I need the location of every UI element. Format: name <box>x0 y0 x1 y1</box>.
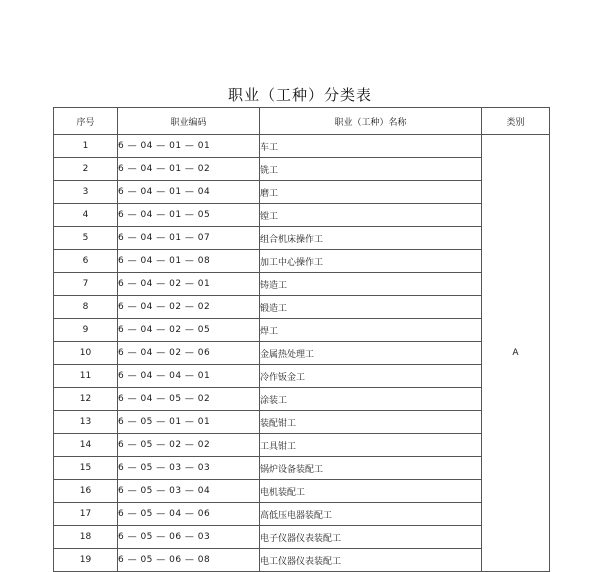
table-row <box>54 365 550 388</box>
row-code: 6 — 04 — 01 — 02 <box>118 158 260 181</box>
header-category: 类别 <box>482 108 550 135</box>
table-row <box>54 250 550 273</box>
row-occupation-name: 冷作钣金工 <box>260 365 482 388</box>
header-index: 序号 <box>54 108 118 135</box>
occupation-table <box>53 107 550 572</box>
table-row <box>54 526 550 549</box>
table-row <box>54 227 550 250</box>
row-index: 13 <box>54 411 118 434</box>
row-index: 4 <box>54 204 118 227</box>
row-occupation-name: 组合机床操作工 <box>260 227 482 250</box>
row-index: 10 <box>54 342 118 365</box>
table-header-row <box>54 108 550 135</box>
row-code: 6 — 05 — 06 — 08 <box>118 549 260 572</box>
row-code: 6 — 04 — 01 — 08 <box>118 250 260 273</box>
row-code: 6 — 04 — 02 — 02 <box>118 296 260 319</box>
table-row <box>54 480 550 503</box>
row-index: 5 <box>54 227 118 250</box>
row-code: 6 — 04 — 01 — 01 <box>118 135 260 158</box>
row-code: 6 — 04 — 02 — 05 <box>118 319 260 342</box>
table-row <box>54 342 550 365</box>
row-occupation-name: 镗工 <box>260 204 482 227</box>
row-index: 11 <box>54 365 118 388</box>
table-row <box>54 411 550 434</box>
table-row <box>54 503 550 526</box>
row-index: 15 <box>54 457 118 480</box>
table-row <box>54 204 550 227</box>
row-occupation-name: 车工 <box>260 135 482 158</box>
row-index: 19 <box>54 549 118 572</box>
header-code: 职业编码 <box>118 108 260 135</box>
row-index: 2 <box>54 158 118 181</box>
table-row <box>54 319 550 342</box>
row-occupation-name: 铣工 <box>260 158 482 181</box>
row-occupation-name: 装配钳工 <box>260 411 482 434</box>
row-code: 6 — 04 — 04 — 01 <box>118 365 260 388</box>
table-row <box>54 158 550 181</box>
row-code: 6 — 04 — 01 — 05 <box>118 204 260 227</box>
row-index: 1 <box>54 135 118 158</box>
row-index: 17 <box>54 503 118 526</box>
row-index: 7 <box>54 273 118 296</box>
row-code: 6 — 04 — 05 — 02 <box>118 388 260 411</box>
row-occupation-name: 电工仪器仪表装配工 <box>260 549 482 572</box>
row-occupation-name: 锅炉设备装配工 <box>260 457 482 480</box>
row-code: 6 — 04 — 02 — 01 <box>118 273 260 296</box>
row-index: 12 <box>54 388 118 411</box>
row-code: 6 — 05 — 03 — 03 <box>118 457 260 480</box>
table-row <box>54 549 550 572</box>
row-index: 16 <box>54 480 118 503</box>
row-occupation-name: 电子仪器仪表装配工 <box>260 526 482 549</box>
row-code: 6 — 04 — 01 — 07 <box>118 227 260 250</box>
row-code: 6 — 05 — 02 — 02 <box>118 434 260 457</box>
row-occupation-name: 涂装工 <box>260 388 482 411</box>
row-code: 6 — 04 — 02 — 06 <box>118 342 260 365</box>
row-occupation-name: 工具钳工 <box>260 434 482 457</box>
header-name: 职业（工种）名称 <box>260 108 482 135</box>
table-row <box>54 135 550 158</box>
table-row <box>54 273 550 296</box>
row-code: 6 — 05 — 06 — 03 <box>118 526 260 549</box>
table-row <box>54 388 550 411</box>
table-row <box>54 434 550 457</box>
row-index: 18 <box>54 526 118 549</box>
row-occupation-name: 电机装配工 <box>260 480 482 503</box>
row-index: 3 <box>54 181 118 204</box>
table-row <box>54 181 550 204</box>
row-index: 14 <box>54 434 118 457</box>
row-index: 8 <box>54 296 118 319</box>
row-occupation-name: 铸造工 <box>260 273 482 296</box>
category-cell: A <box>482 135 550 572</box>
table-row <box>54 457 550 480</box>
row-occupation-name: 高低压电器装配工 <box>260 503 482 526</box>
row-occupation-name: 焊工 <box>260 319 482 342</box>
row-occupation-name: 锻造工 <box>260 296 482 319</box>
row-occupation-name: 磨工 <box>260 181 482 204</box>
table-body <box>54 135 550 572</box>
page-title: 职业（工种）分类表 <box>227 86 372 104</box>
row-index: 9 <box>54 319 118 342</box>
row-code: 6 — 05 — 03 — 04 <box>118 480 260 503</box>
table-row <box>54 296 550 319</box>
row-code: 6 — 05 — 04 — 06 <box>118 503 260 526</box>
row-index: 6 <box>54 250 118 273</box>
row-occupation-name: 金属热处理工 <box>260 342 482 365</box>
row-code: 6 — 05 — 01 — 01 <box>118 411 260 434</box>
row-occupation-name: 加工中心操作工 <box>260 250 482 273</box>
row-code: 6 — 04 — 01 — 04 <box>118 181 260 204</box>
